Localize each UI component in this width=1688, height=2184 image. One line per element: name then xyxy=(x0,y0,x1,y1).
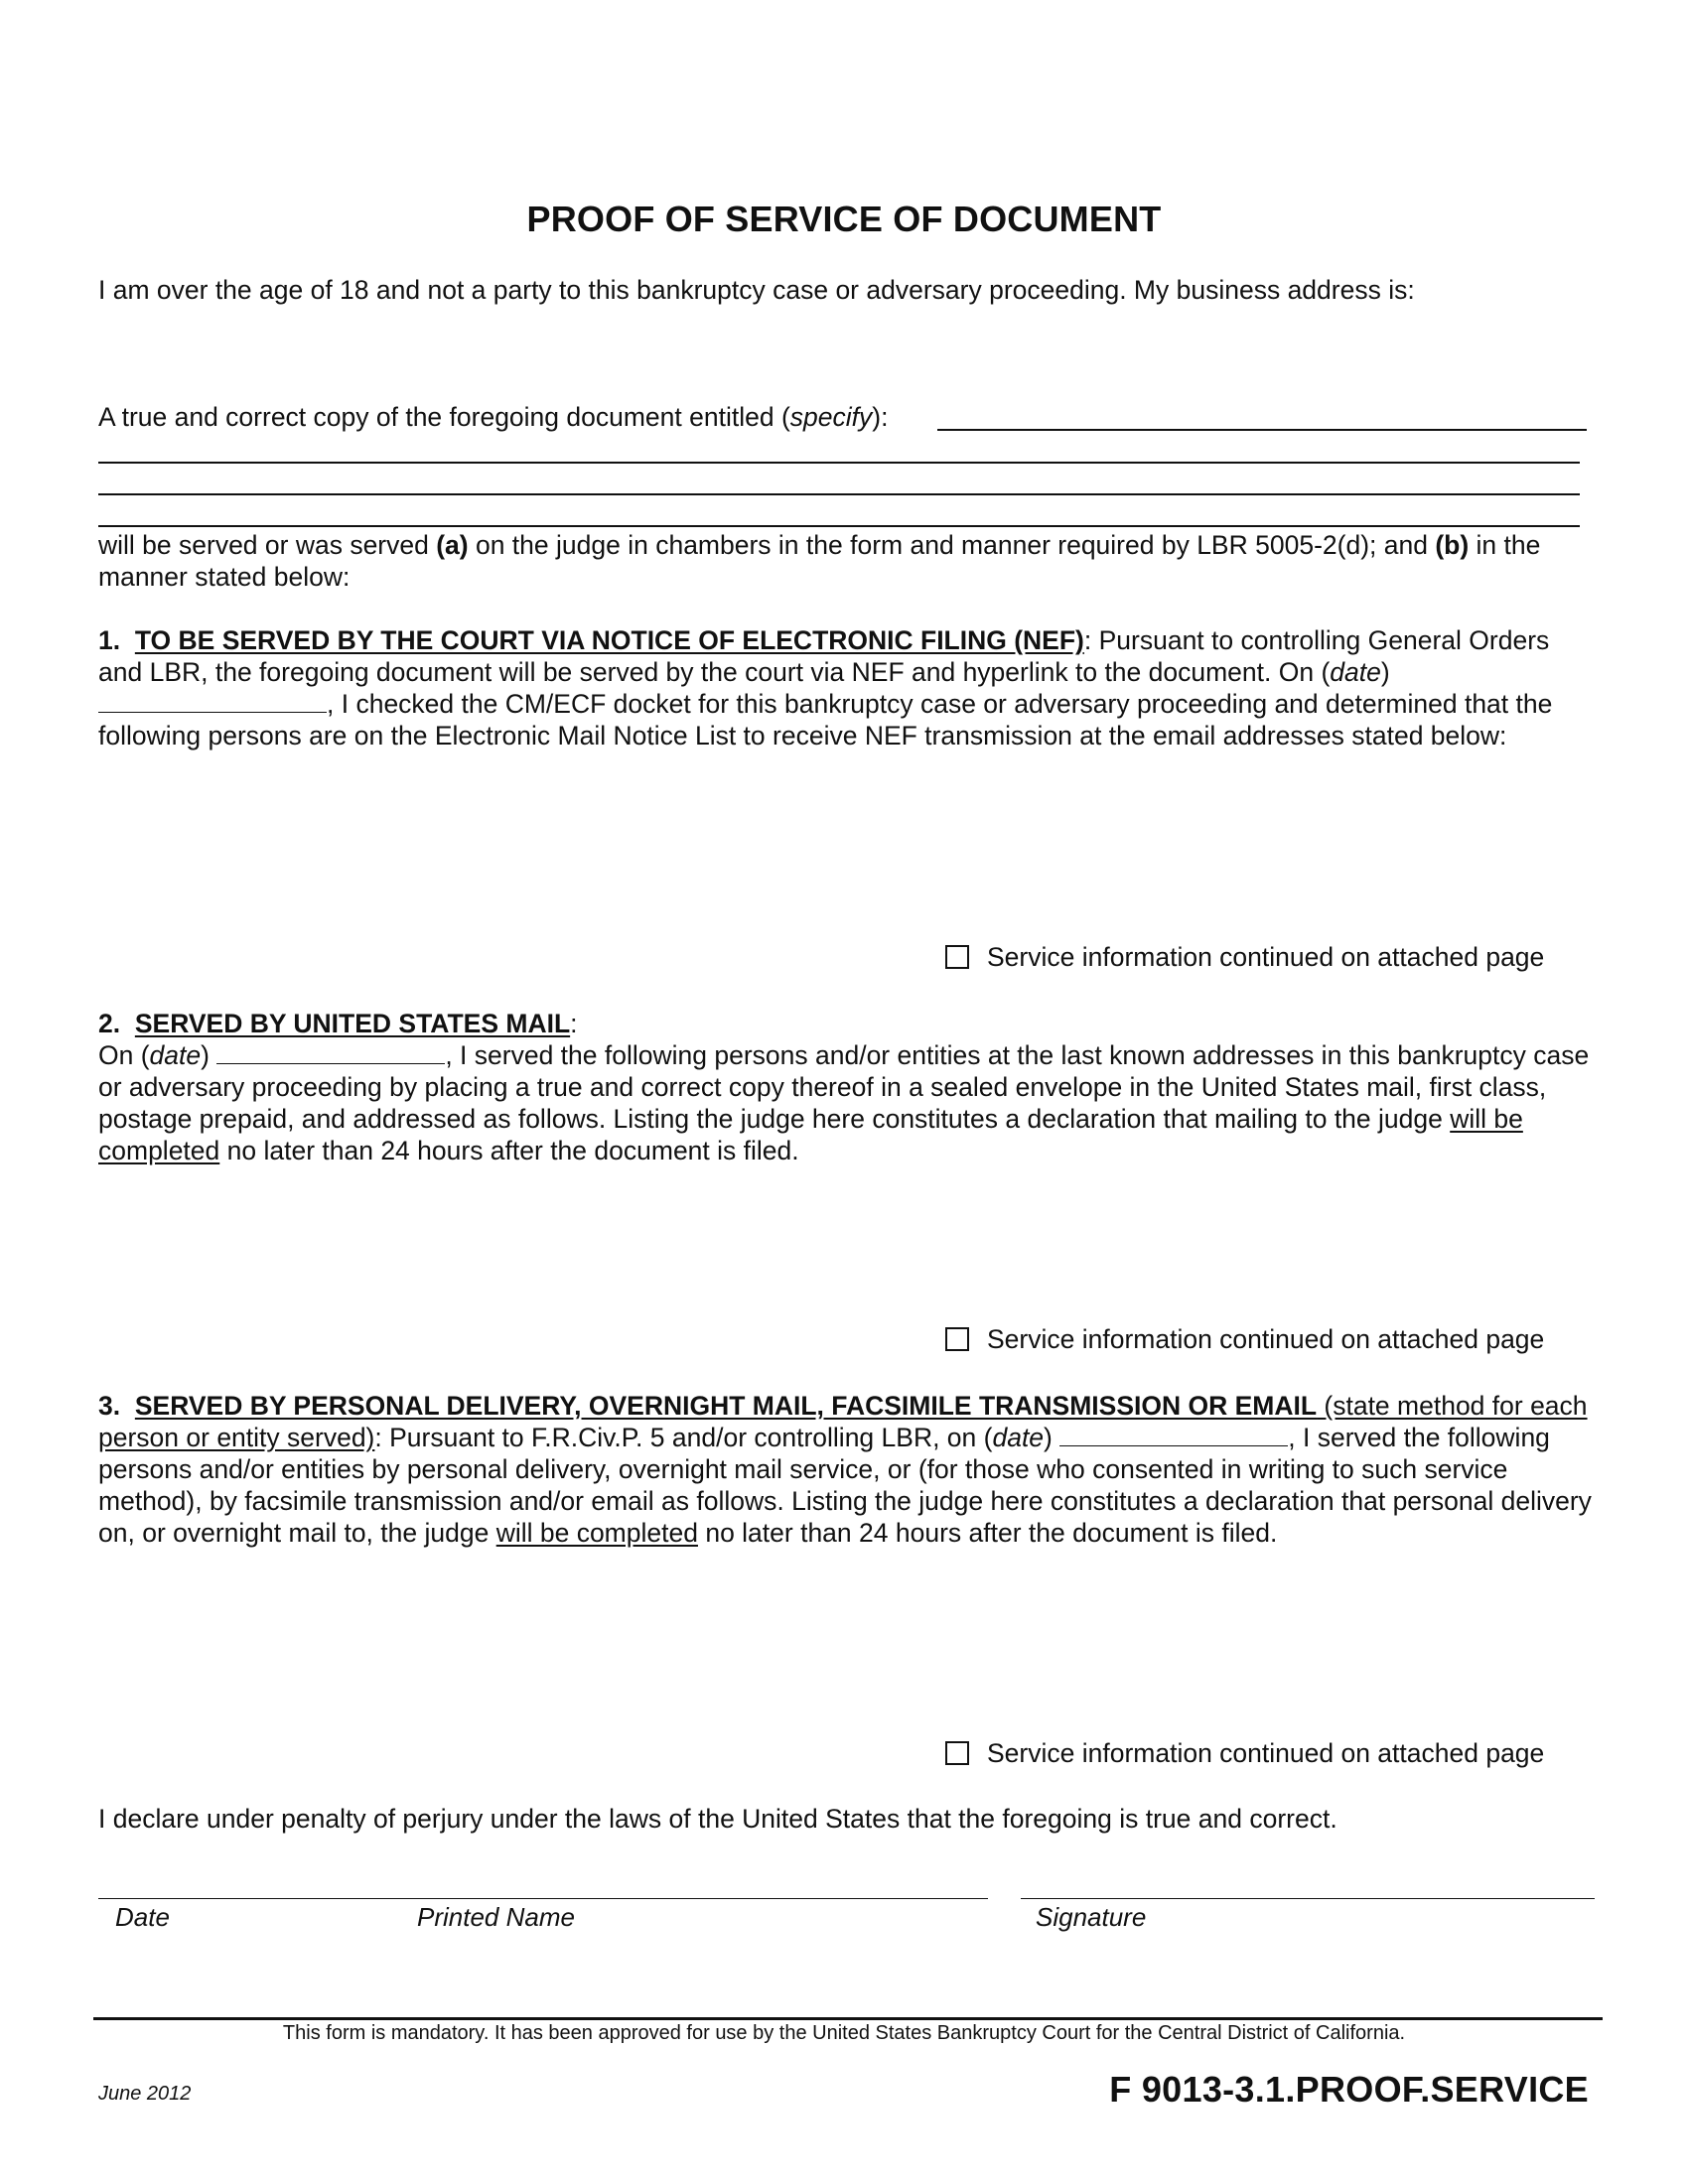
printed-name-label: Printed Name xyxy=(417,1902,575,1932)
section-3-continued[interactable]: Service information continued on attached page xyxy=(945,1737,1544,1769)
section-1-date-field[interactable] xyxy=(98,688,327,713)
declaration-text: I declare under penalty of perjury under the laws of the United States that the foregoing is true and correct. xyxy=(98,1804,1337,1834)
document-entitled-line-2[interactable] xyxy=(98,462,1580,464)
revision-date: June 2012 xyxy=(98,2083,192,2105)
section-2-continued-checkbox[interactable] xyxy=(945,1327,969,1351)
section-2-number: 2. xyxy=(98,1009,121,1038)
intro-text: I am over the age of 18 and not a party to this bankruptcy case or adversary proceeding. My business address is: xyxy=(98,275,1415,305)
section-1: 1. TO BE SERVED BY THE COURT VIA NOTICE OF ELECTRONIC FILING (NEF): Pursuant to controlling General Orders and LBR, the foregoing document will be served by the court via NEF and hyperlink to the document. On (date) , I checked the CM/ECF docket for this bankruptcy case or adversary proceeding and determined that the following persons are on the Electronic Mail Notice List to receive NEF transmission at the email addresses stated below: xyxy=(98,625,1553,751)
form-id: F 9013-3.1.PROOF.SERVICE xyxy=(1109,2069,1589,2110)
section-2-continued[interactable]: Service information continued on attached page xyxy=(945,1323,1544,1355)
page-title: PROOF OF SERVICE OF DOCUMENT xyxy=(526,199,1162,239)
section-3-heading: SERVED BY PERSONAL DELIVERY, OVERNIGHT MAIL, FACSIMILE TRANSMISSION OR EMAIL xyxy=(134,1391,1318,1421)
footer-rule xyxy=(93,2017,1603,2020)
section-3: 3. SERVED BY PERSONAL DELIVERY, OVERNIGHT MAIL, FACSIMILE TRANSMISSION OR EMAIL (state method for each person or entity served): Pursuant to F.R.Civ.P. 5 and/or controlling LBR, on (date) , I served the following persons and/or entities by personal delivery, overnight mail service, or (for those who consented in writing to such service method), by facsimile transmission and/or email as follows. Listing the judge here constitutes a declaration that personal delivery on, or overnight mail to, the judge will be completed no later than 24 hours after the document is filed. xyxy=(98,1391,1592,1548)
section-3-continued-checkbox[interactable] xyxy=(945,1741,969,1765)
date-name-line[interactable] xyxy=(98,1898,988,1899)
document-entitled-field[interactable] xyxy=(937,429,1587,431)
section-1-number: 1. xyxy=(98,625,121,655)
document-entitled-label: A true and correct copy of the foregoing document entitled (specify): xyxy=(98,402,889,432)
section-1-continued[interactable]: Service information continued on attached page xyxy=(945,941,1544,973)
section-3-date-field[interactable] xyxy=(1059,1422,1288,1446)
document-entitled-line-4[interactable] xyxy=(98,525,1580,527)
section-2-date-field[interactable] xyxy=(216,1039,445,1064)
section-3-number: 3. xyxy=(98,1391,121,1421)
section-1-continued-checkbox[interactable] xyxy=(945,945,969,969)
footer-note: This form is mandatory. It has been approved for use by the United States Bankruptcy Court for the Central District of California. xyxy=(282,2022,1406,2044)
section-1-heading: TO BE SERVED BY THE COURT VIA NOTICE OF ELECTRONIC FILING (NEF) xyxy=(134,625,1084,655)
signature-line[interactable] xyxy=(1021,1898,1595,1899)
date-label: Date xyxy=(115,1902,170,1932)
section-2-heading: SERVED BY UNITED STATES MAIL xyxy=(134,1009,571,1038)
document-entitled-line-3[interactable] xyxy=(98,493,1580,495)
section-2: 2. SERVED BY UNITED STATES MAIL: On (date) , I served the following persons and/or entities at the last known addresses in this bankruptcy case or adversary proceeding by placing a true and correct copy thereof in a sealed envelope in the United States mail, first class, postage prepaid, and addressed as follows. Listing the judge here constitutes a declaration that mailing to the judge will be completed no later than 24 hours after the document is filed. xyxy=(98,1009,1590,1165)
signature-label: Signature xyxy=(1036,1902,1147,1932)
served-statement: will be served or was served (a) on the judge in chambers in the form and manner required by LBR 5005-2(d); and (b) in the manner stated below: xyxy=(98,530,1541,592)
